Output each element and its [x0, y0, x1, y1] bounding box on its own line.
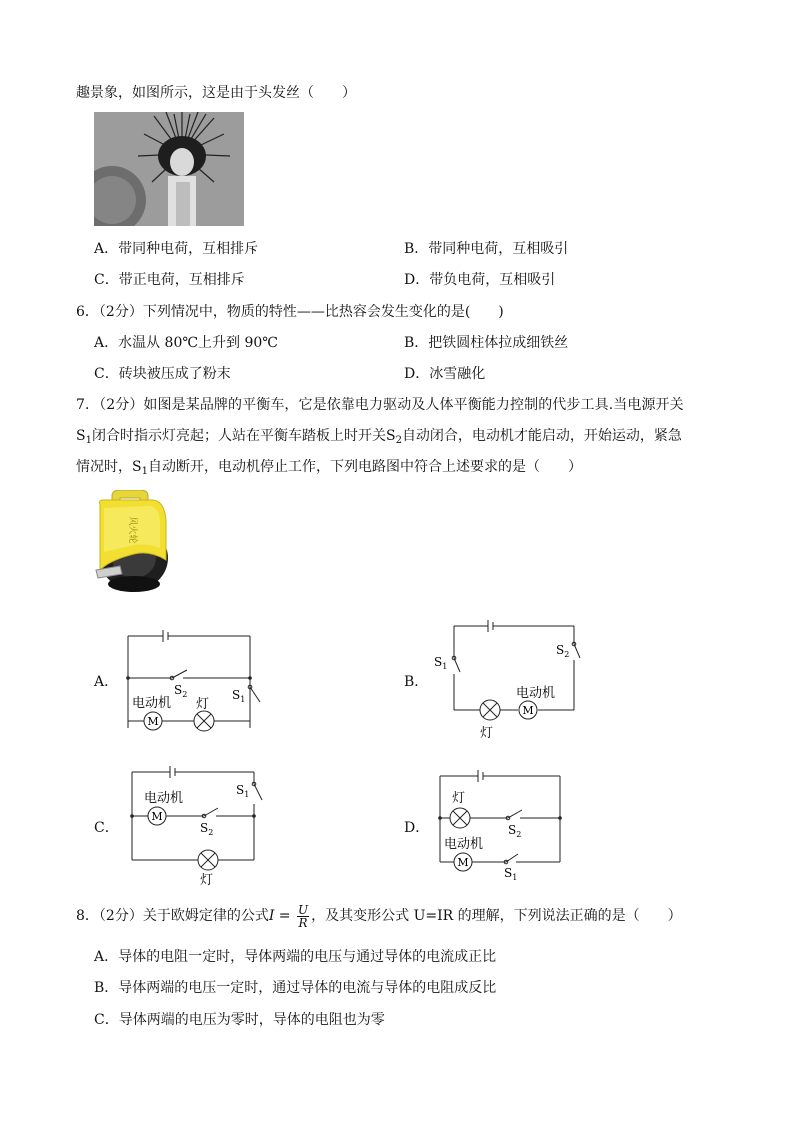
q6-stem: 6．（2分）下列情况中，物质的特性——比热容会发生变化的是( )	[76, 304, 504, 320]
switch-s1-label-a: $S_1$	[232, 688, 246, 704]
q5-option-b: B．带同种电荷，互相吸引	[404, 241, 569, 257]
q6-option-a: A．水温从 80℃上升到 90℃	[94, 335, 278, 351]
q7-option-c-label: C．	[94, 820, 119, 836]
q6-option-d: D．冰雪融化	[404, 366, 486, 382]
q7-stem-line1: 7．（2分）如图是某品牌的平衡车，它是依靠电力驱动及人体平衡能力控制的代步工具.当电源开关	[76, 397, 684, 413]
q5-option-d: D．带负电荷，互相吸引	[404, 272, 556, 288]
motor-label-a: 电动机	[132, 696, 172, 711]
q8-option-a: A．导体的电阻一定时，导体两端的电压与通过导体的电流成正比	[94, 949, 497, 965]
q5-option-a: A．带同种电荷，互相排斥	[94, 241, 259, 257]
circuit-diagram-a	[120, 624, 270, 740]
switch-s1-label-b: $S_1$	[434, 655, 448, 671]
svg-text:M: M	[147, 715, 159, 728]
motor-label-c: 电动机	[144, 791, 184, 806]
q8-option-b: B．导体两端的电压一定时，通过导体的电流与导体的电阻成反比	[94, 980, 497, 996]
q8-option-c: C．导体两端的电压为零时，导体的电阻也为零	[94, 1012, 385, 1028]
switch-s2-label-d: $S_2$	[508, 823, 522, 839]
balance-scooter-image	[90, 490, 170, 594]
switch-s2-label-a: $S_2$	[174, 683, 188, 699]
q6-option-b: B．把铁圆柱体拉成细铁丝	[404, 335, 569, 351]
q5-stem: 趣景象，如图所示，这是由于头发丝（ ）	[76, 85, 356, 101]
q7-option-a-label: A．	[94, 674, 119, 690]
q5-option-c: C．带正电荷，互相排斥	[94, 272, 245, 288]
lamp-label-b: 灯	[480, 726, 494, 741]
switch-s1-label-c: $S_1$	[236, 783, 250, 799]
q7-stem-line2: $S_1$闭合时指示灯亮起；人站在平衡车踏板上时开关$S_2$自动闭合，电动机才能启动，开始运动，紧急	[76, 428, 682, 446]
lamp-label-d: 灯	[452, 791, 466, 806]
circuit-diagram-c	[120, 760, 280, 890]
svg-text:M: M	[151, 810, 163, 823]
lamp-label-c: 灯	[200, 873, 214, 888]
motor-label-d: 电动机	[444, 837, 484, 852]
q6-option-c: C．砖块被压成了粉末	[94, 366, 231, 382]
q8-stem: 8．（2分）关于欧姆定律的公式I = $\frac{U}{R}$ ，及其变形公式 U=IR 的理解，下列说法正确的是（ ）	[76, 902, 682, 930]
switch-s1-label-d: $S_1$	[504, 866, 518, 882]
hair-static-photo	[94, 112, 244, 226]
ohm-law-fraction: $\frac{U}{R}$	[298, 902, 309, 930]
motor-label-b: 电动机	[516, 686, 556, 701]
switch-s2-label-b: $S_2$	[556, 643, 570, 659]
scooter-logo-text: 风火轮	[127, 516, 137, 544]
switch-s2-label-c: $S_2$	[200, 821, 214, 837]
circuit-diagram-d	[430, 762, 580, 882]
svg-text:M: M	[522, 704, 534, 717]
q7-option-d-label: D．	[404, 820, 430, 836]
svg-text:M: M	[457, 856, 469, 869]
circuit-diagram-b	[430, 612, 590, 742]
formula-lhs: I	[268, 908, 275, 924]
q7-option-b-label: B．	[404, 674, 429, 690]
q7-stem-line3: 情况时，$S_1$自动断开，电动机停止工作，下列电路图中符合上述要求的是（ ）	[76, 459, 582, 477]
lamp-label-a: 灯	[196, 697, 210, 712]
